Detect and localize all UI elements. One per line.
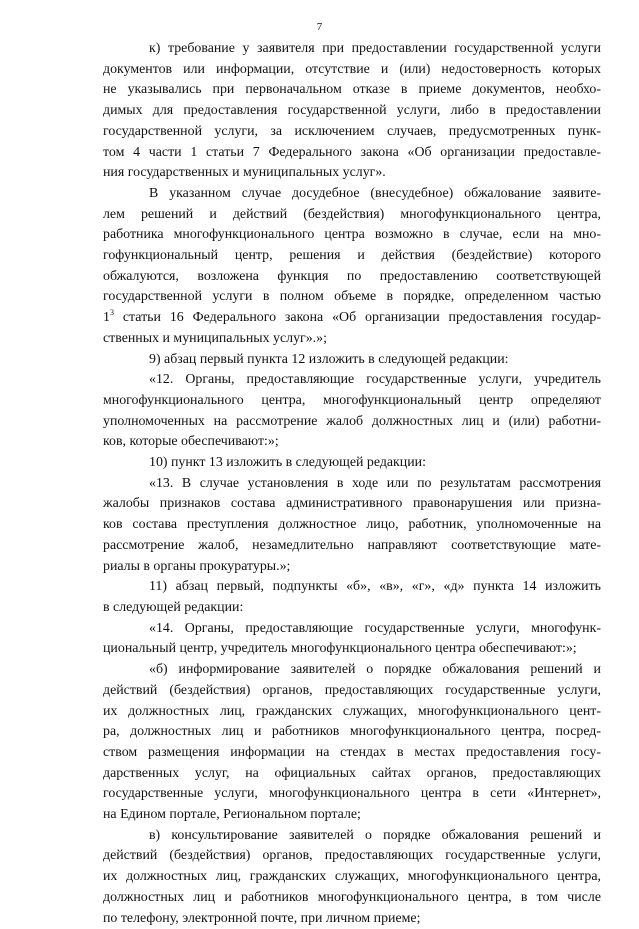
text-line: их должностных лиц, гражданских служащих, многофункционального цент-: [103, 703, 601, 719]
paragraph-10: [103, 453, 601, 474]
text-line: не указывались при первоначальном отказе в приеме документов, необхо-: [103, 82, 601, 98]
text-line: 10) пункт 13 изложить в следующей редакции:: [149, 455, 426, 471]
text-line: В указанном случае досудебное (внесудебное) обжалование заявите-: [149, 185, 601, 201]
text-line: «14. Органы, предоставляющие государственные услуги, многофунк-: [149, 620, 601, 636]
text-line: должностных лиц и работников многофункционального центра, в том числе: [103, 889, 601, 905]
text-line: государственные услуги, многофункционального центра в сети «Интернет»,: [103, 786, 601, 802]
text-line: «12. Органы, предоставляющие государственные услуги, учредитель: [149, 372, 601, 388]
paragraph-9: [103, 350, 601, 371]
text-line: по телефону, электронной почте, при личном приеме;: [103, 910, 421, 926]
text-line: действий (бездействия) органов, предоставляющих государственные услуги,: [103, 682, 601, 698]
text-fragment: 1: [103, 310, 110, 326]
superscript: 3: [109, 308, 114, 318]
paragraph-k: [103, 39, 601, 184]
page-number: 7: [316, 21, 323, 33]
text-line: рассмотрение жалоб, незамедлительно направляют соответствующие мате-: [103, 537, 601, 553]
text-line: уполномоченных на рассмотрение жалоб должностных лиц и (или) работни-: [103, 413, 601, 429]
paragraph-11: [103, 577, 601, 618]
paragraph-13: [103, 474, 601, 578]
text-line: ством размещения информации на стендах в местах предоставления госу-: [103, 744, 601, 760]
text-line: ственных и муниципальных услуг».»;: [103, 330, 327, 346]
text-line: димых для предоставления государственной услуги, либо в предоставлении: [103, 103, 601, 119]
text-line: ния государственных и муниципальных услуг».: [103, 165, 386, 181]
text-line: государственной услуги в полном объеме в порядке, определенном частью: [103, 289, 601, 305]
text-line: «13. В случае установления в ходе или по результатам рассмотрения: [149, 475, 601, 491]
text-line: том 4 части 1 статьи 7 Федерального закона «Об организации предоставле-: [103, 144, 601, 160]
text-line: [103, 308, 601, 329]
text-line: многофункционального центра, многофункциональный центр определяют: [103, 392, 601, 408]
text-line: гофункциональный центр, решения и действия (бездействие) которого: [103, 248, 601, 264]
text-line: ра, должностных лиц и работников многофункционального центра, посред-: [103, 724, 601, 740]
text-line: их должностных лиц, гражданских служащих, многофункционального центра,: [103, 869, 601, 885]
text-line: государственной услуги, за исключением случаев, предусмотренных пунк-: [103, 123, 601, 139]
text-line: документов или информации, отсутствие и (или) недостоверность которых: [103, 61, 601, 77]
text-line: дарственных услуг, на официальных сайтах органов, предоставляющих: [103, 765, 601, 781]
text-line: в) консультирование заявителей о порядке обжалования решений и: [149, 827, 601, 843]
text-line: «б) информирование заявителей о порядке обжалования решений и: [149, 662, 601, 678]
paragraph-b: [103, 660, 601, 826]
document-body: [103, 39, 601, 929]
text-line: на Едином портале, Региональном портале;: [103, 807, 361, 823]
text-line: работника многофункционального центра возможно в случае, если на мно-: [103, 227, 601, 243]
text-line: ков состава преступления должностное лицо, работник, уполномоченные на: [103, 517, 601, 533]
text-line: ков, которые обеспечивают:»;: [103, 434, 279, 450]
text-line: лем решений и действий (бездействия) многофункционального центра,: [103, 206, 601, 222]
text-line: жалобы признаков состава административного правонарушения или призна-: [103, 496, 601, 512]
paragraph-14: [103, 619, 601, 660]
text-line: 9) абзац первый пункта 12 изложить в следующей редакции:: [149, 351, 509, 367]
paragraph-case: [103, 184, 601, 350]
paragraph-12: [103, 370, 601, 453]
paragraph-v: [103, 826, 601, 929]
text-line: в следующей редакции:: [103, 599, 244, 615]
text-line: риалы в органы прокуратуры.»;: [103, 558, 291, 574]
text-line: циональный центр, учредитель многофункционального центра обеспечивают:»;: [103, 641, 577, 657]
text-line: 11) абзац первый, подпункты «б», «в», «г», «д» пункта 14 изложить: [149, 579, 601, 595]
text-line: обжалуются, возложена функция по предоставлению соответствующей: [103, 268, 601, 284]
text-line: действий (бездействия) органов, предоставляющих государственные услуги,: [103, 848, 601, 864]
text-fragment: статьи 16 Федерального закона «Об организации предоставления государ-: [122, 310, 601, 326]
text-line: к) требование у заявителя при предоставлении государственной услуги: [149, 41, 601, 56]
